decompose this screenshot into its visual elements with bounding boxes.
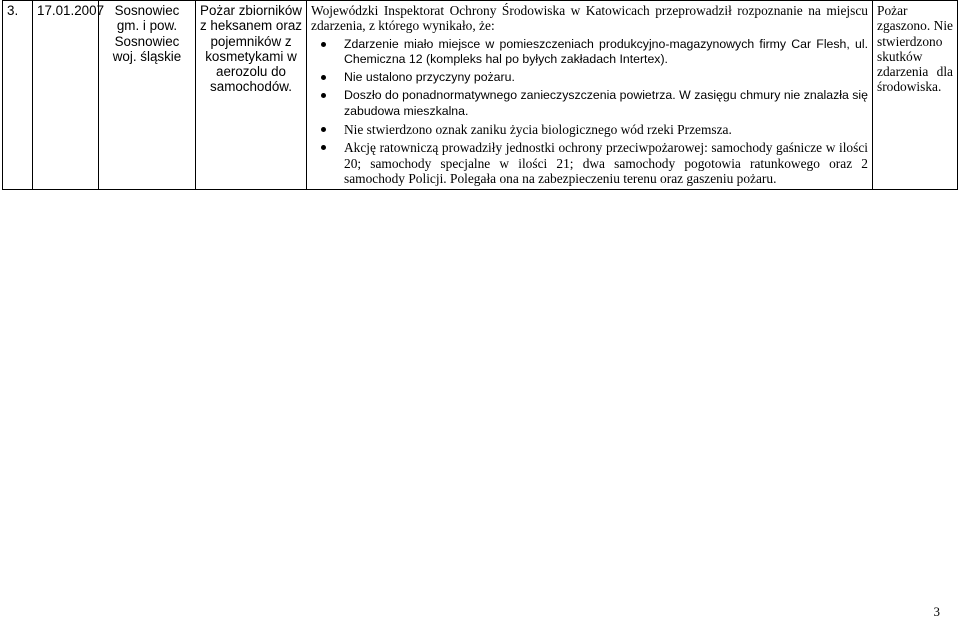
list-item: Nie stwierdzono oznak zaniku życia biologicznego wód rzeki Przemsza.	[311, 122, 868, 137]
findings-list	[311, 37, 868, 187]
list-item: Nie ustalono przyczyny pożaru.	[311, 70, 868, 85]
list-item: Zdarzenie miało miejsce w pomieszczeniach produkcyjno-magazynowych firmy Car Flesh, ul. Chemiczna 12 (kompleks hal po byłych zakładach Intertex).	[311, 37, 868, 68]
event-date: 17.01.2007	[37, 3, 105, 18]
location-cell	[99, 1, 196, 190]
event-cell	[196, 1, 307, 190]
incident-table	[2, 0, 958, 190]
effect-cell	[873, 1, 958, 190]
date-cell	[33, 1, 105, 190]
description-cell	[307, 1, 873, 190]
table-row	[3, 1, 958, 190]
location-voivodeship: woj. śląskie	[112, 48, 182, 64]
row-number: 3.	[7, 3, 19, 18]
effect-text: Pożar zgaszono. Nie stwierdzono skutków zdarzenia dla środowiska.	[877, 3, 953, 95]
list-item: Doszło do ponadnormatywnego zanieczyszczenia powietrza. W zasięgu chmury nie znalazła się zabudowa mieszkalna.	[311, 88, 868, 119]
row-number-cell	[3, 1, 33, 190]
page-number: 3	[933, 604, 940, 619]
location-commune: gm. i pow. Sosnowiec	[114, 18, 180, 49]
event-description: Pożar zbiorników z heksanem oraz pojemników z kosmetykami w aerozolu do samochodów.	[200, 3, 302, 95]
list-item: Akcję ratowniczą prowadziły jednostki ochrony przeciwpożarowej: samochody gaśnicze w ilości 20; samochody specjalne w ilości 21; dwa samochody pogotowia ratunkowego oraz 2 samochody Policji. Polegała ona na zabezpieczeniu terenu oraz gaszeniu pożaru.	[311, 140, 868, 186]
description-intro: Wojewódzki Inspektorat Ochrony Środowiska w Katowicach przeprowadził rozpoznanie na miejscu zdarzenia, z którego wynikało, że:	[311, 3, 868, 34]
location-city: Sosnowiec	[114, 3, 180, 18]
